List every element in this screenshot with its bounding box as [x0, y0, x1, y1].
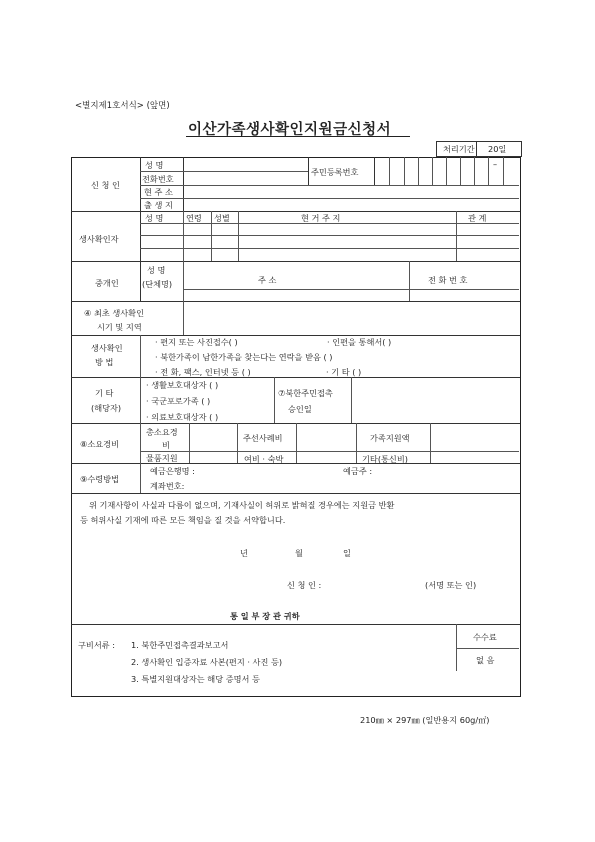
- method-option-contact: · 북한가족이 남한가족을 찾는다는 연락을 받음 ( ): [155, 352, 333, 362]
- receive-label: ⑨수령방법: [80, 474, 119, 484]
- applicant-row-line: [140, 185, 519, 186]
- broker-col-line: [409, 261, 410, 301]
- etc-option-medical: · 의료보호대상자 ( ): [146, 412, 219, 422]
- sign-label: 신 청 인 :: [287, 580, 322, 590]
- section-line: [71, 493, 520, 494]
- receive-line: [140, 463, 141, 493]
- applicant-row-line: [140, 171, 308, 172]
- applicant-row-line: [140, 198, 519, 199]
- confirmed-col-line: [140, 211, 141, 261]
- doc-item-1: 1. 북한주민접촉결과보고서: [131, 640, 229, 650]
- rrn-cell-line: [432, 157, 433, 185]
- etc-label: 기 타: [95, 388, 114, 398]
- rrn-label: 주민등록번호: [311, 167, 359, 177]
- receive-account: 계좌번호:: [150, 481, 185, 491]
- fee-row-line: [456, 648, 519, 649]
- rrn-cell-line: [389, 157, 390, 185]
- confirmed-col-age: 연령: [186, 213, 202, 223]
- applicant-col-line: [140, 157, 141, 211]
- rrn-cell-line: [503, 157, 504, 185]
- section-line: [71, 301, 520, 302]
- pledge-line-2: 등 허위사실 기재에 따른 모든 책임을 질 것을 서약합니다.: [80, 515, 286, 525]
- expenses-row-line: [140, 451, 519, 452]
- expenses-family-support: 가족지원액: [370, 433, 410, 443]
- section-line: [71, 463, 520, 464]
- confirmed-col-name: 성 명: [145, 213, 164, 223]
- processing-label: 처리기간: [443, 144, 475, 154]
- broker-col-line: [183, 261, 184, 301]
- expenses-goods: 물품지원: [146, 453, 178, 463]
- confirmed-col-relation: 관 계: [468, 213, 487, 223]
- expenses-line: [189, 423, 190, 463]
- etc-line: [351, 377, 352, 423]
- fee-value: 없 음: [476, 655, 495, 665]
- nk-contact-label-2: 승인일: [288, 404, 312, 414]
- pledge-line-1: 위 기재사항이 사실과 다름이 없으며, 기재사실이 허위로 밝혀질 경우에는 지원금 반환: [89, 500, 395, 510]
- paper-size-note: 210㎜ × 297㎜ (일반용지 60g/㎡): [360, 715, 490, 725]
- rrn-cell-line: [488, 157, 489, 185]
- processing-divider: [476, 141, 477, 156]
- expenses-total-label: 총소요경: [146, 427, 178, 437]
- confirmed-col-line: [238, 211, 239, 261]
- etc-line: [140, 377, 141, 423]
- expenses-line: [237, 423, 238, 463]
- applicant-birthplace-label: 출 생 지: [144, 200, 173, 210]
- doc-item-2: 2. 생사확인 입증자료 사본(편지 · 사진 등): [131, 657, 283, 667]
- expenses-other: 기타(통신비): [362, 454, 408, 464]
- section-line: [71, 211, 520, 212]
- broker-col-line: [140, 261, 141, 301]
- confirmed-row-line: [140, 235, 519, 236]
- confirmed-row-line: [140, 223, 519, 224]
- applicant-name-label: 성 명: [145, 160, 164, 170]
- rrn-cell-line: [474, 157, 475, 185]
- sign-note: (서명 또는 인): [425, 580, 477, 590]
- section-line: [71, 624, 520, 625]
- broker-name-label: 성 명: [147, 265, 166, 275]
- fee-label: 수수료: [473, 632, 497, 642]
- confirmed-row-line: [140, 248, 519, 249]
- method-label-2: 방 법: [95, 357, 114, 367]
- section-line: [71, 377, 520, 378]
- confirmed-col-line: [456, 211, 457, 261]
- nk-contact-label: ⑦북한주민접촉: [278, 388, 333, 398]
- receive-bank: 예금은행명 :: [150, 466, 195, 476]
- etc-label-2: (해당자): [91, 403, 122, 413]
- confirmed-col-line: [183, 211, 184, 261]
- date-year: 년: [240, 548, 248, 558]
- section-line: [71, 335, 520, 336]
- addressee: 통 일 부 장 관 귀하: [230, 611, 300, 621]
- method-label: 생사확인: [91, 343, 123, 353]
- method-option-phone: · 전 화, 팩스, 인터넷 등 ( ): [155, 367, 251, 377]
- applicant-phone-label: 전화번호: [142, 174, 174, 184]
- expenses-travel: 여비 · 숙박: [244, 454, 284, 464]
- rrn-cell-line: [404, 157, 405, 185]
- docs-label: 구비서류 :: [78, 640, 115, 650]
- method-line: [140, 335, 141, 377]
- expenses-total-label-2: 비: [162, 440, 170, 450]
- first-confirm-label-2: 시기 및 지역: [97, 322, 142, 332]
- receive-holder: 예금주 :: [343, 466, 373, 476]
- confirmed-section-label: 생사확인자: [79, 234, 119, 244]
- broker-address-label: 주 소: [258, 275, 277, 285]
- confirmed-col-sex: 성별: [214, 213, 230, 223]
- page-title: 이산가족생사확인지원금신청서: [188, 122, 392, 138]
- date-month: 월: [295, 548, 303, 558]
- rrn-cell-line: [418, 157, 419, 185]
- method-option-person: · 인편을 통해서( ): [327, 337, 392, 347]
- rrn-cell-line: [446, 157, 447, 185]
- date-day: 일: [343, 548, 351, 558]
- etc-option-pow: · 국군포로가족 ( ): [146, 396, 211, 406]
- method-option-letter: · 편지 또는 사진접수( ): [155, 337, 238, 347]
- confirmed-col-address: 현 거 주 지: [301, 213, 341, 223]
- expenses-label: ⑧소요경비: [80, 439, 119, 449]
- section-line: [71, 261, 520, 262]
- expenses-line: [356, 423, 357, 463]
- broker-section-label: 중개인: [95, 278, 119, 288]
- first-confirm-line: [183, 301, 184, 335]
- rrn-left-line: [308, 157, 309, 185]
- doc-item-3: 3. 특별지원대상자는 해당 증명서 등: [131, 674, 260, 684]
- method-option-etc: · 기 타 ( ): [326, 367, 362, 377]
- title-underline: [186, 136, 410, 137]
- first-confirm-label: ④ 최초 생사확인: [84, 308, 144, 318]
- applicant-label-line: [183, 157, 184, 211]
- applicant-section-label: 신 청 인: [91, 180, 120, 190]
- form-code: <별지제1호서식> (앞면): [75, 101, 170, 111]
- etc-option-welfare: · 생활보호대상자 ( ): [146, 380, 219, 390]
- broker-phone-label: 전 화 번 호: [428, 275, 468, 285]
- rrn-dash: –: [493, 159, 498, 169]
- expenses-line: [140, 423, 141, 463]
- applicant-address-label: 현 주 소: [144, 187, 173, 197]
- expenses-broker-fee: 주선사례비: [243, 433, 283, 443]
- rrn-label-line: [374, 157, 375, 185]
- broker-row-line: [183, 289, 519, 290]
- processing-value: 20일: [488, 144, 507, 154]
- rrn-cell-line: [460, 157, 461, 185]
- broker-name-label-2: (단체명): [142, 279, 173, 289]
- expenses-line: [430, 423, 431, 463]
- expenses-line: [296, 423, 297, 463]
- etc-line: [274, 377, 275, 423]
- confirmed-col-line: [211, 211, 212, 261]
